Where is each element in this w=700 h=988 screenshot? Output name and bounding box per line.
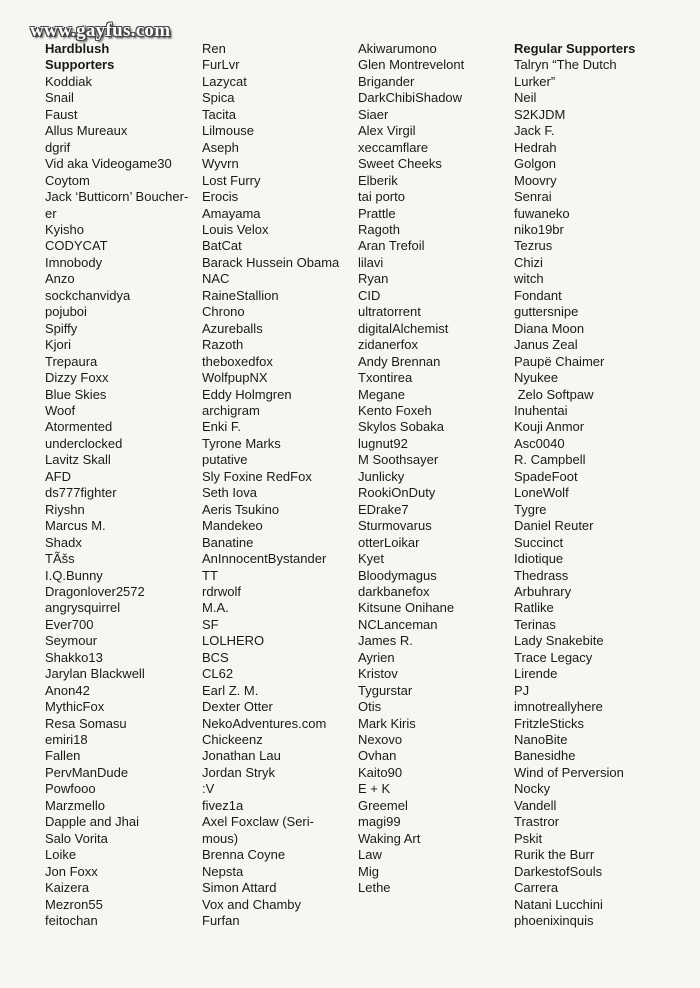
supporter-name: ds777fighter [45,485,117,501]
supporter-name: Earl Z. M. [202,682,259,698]
supporter-name: Nocky [514,781,551,797]
supporter-name: R. Campbell [514,452,586,468]
supporter-name: Trepaura [45,353,98,369]
supporter-name: Kitsune Onihane [358,600,455,616]
supporter-name: Resa Somasu [45,715,127,731]
supporter-name: Janus Zeal [514,337,578,353]
supporter-name: DarkChibiShadow [358,90,463,106]
supporter-name: Glen Montrevelont [358,57,465,73]
supporter-name: Jarylan Blackwell [45,666,145,682]
supporter-name: Riyshn [45,501,85,517]
supporter-name: Lavitz Skall [45,452,111,468]
supporter-name: Eddy Holmgren [202,386,292,402]
supporter-name: Kouji Anmor [514,419,585,435]
supporter-name: Aran Trefoil [358,238,425,254]
supporter-name: Axel Foxclaw (Seri- [202,814,314,830]
supporter-name: Vid aka Videogame30 [45,156,172,172]
supporter-name: Simon Attard [202,880,277,896]
supporter-name: S2KJDM [514,106,566,122]
supporter-name: RaineStallion [202,287,279,303]
supporter-name: SpadeFoot [514,468,578,484]
supporter-name: Golgon [514,156,556,172]
supporter-name: Waking Art [358,830,421,846]
supporter-name: Prattle [358,205,396,221]
supporter-name: sockchanvidya [45,287,131,303]
supporter-name: Barack Hussein Obama [202,254,340,270]
supporter-name: putative [202,452,248,468]
supporter-name: Sturmovarus [358,518,432,534]
supporter-name: TÃšs [45,551,75,567]
supporter-name: M.A. [202,600,229,616]
supporter-name: Greemel [358,797,408,813]
supporter-name: Lilmouse [202,123,255,139]
supporter-name: tai porto [358,189,405,205]
supporter-name: Brenna Coyne [202,847,286,863]
supporter-name: theboxedfox [202,353,273,369]
supporter-name: Trace Legacy [514,649,593,665]
supporter-name: Paupë Chaimer [514,353,605,369]
supporter-name: Woof [45,402,76,418]
supporter-name: emiri18 [45,732,88,748]
supporter-name: Erocis [202,189,239,205]
column-hardblush-supporters [45,41,195,929]
supporter-name: digitalAlchemist [358,320,449,336]
supporter-name: BCS [202,649,229,665]
supporter-name: Alex Virgil [358,123,416,139]
supporter-name: Tygre [514,501,547,517]
supporter-name: DarkestofSouls [514,863,603,879]
supporter-name: Lirende [514,666,558,682]
supporter-name: Loike [45,847,77,863]
supporter-name: Lady Snakebite [514,633,604,649]
supporter-name: Sly Foxine RedFox [202,468,312,484]
supporter-name: Snail [45,90,74,106]
supporter-name: TT [202,567,218,583]
supporter-name: Seth Iova [202,485,257,501]
supporter-name: SF [202,616,219,632]
supporter-name: Kjori [45,337,72,353]
supporter-name: lugnut92 [358,435,408,451]
supporter-name: WolfpupNX [202,370,268,386]
supporter-name: Salo Vorita [45,830,108,846]
supporter-name: Lethe [358,880,391,896]
supporter-name: otterLoikar [358,534,420,550]
supporter-name: Mig [358,863,379,879]
supporter-name: NanoBite [514,732,568,748]
supporter-name: Akiwarumono [358,41,437,56]
supporter-name: Marzmello [45,797,105,813]
supporter-name: Ayrien [358,649,395,665]
supporter-name: Razoth [202,337,244,353]
supporter-name: fuwaneko [514,205,570,221]
supporter-name: Tyrone Marks [202,435,281,451]
supporter-name: Seymour [45,633,98,649]
supporter-name: Andy Brennan [358,353,441,369]
supporter-name: Senrai [514,189,552,205]
supporter-name: CL62 [202,666,234,682]
supporter-name: NCLanceman [358,616,438,632]
column-supporters-2 [202,41,352,929]
supporter-name: Zelo Softpaw [514,386,594,402]
section-heading: Supporters [45,57,115,73]
supporter-name: Anon42 [45,682,90,698]
supporter-name: I.Q.Bunny [45,567,103,583]
supporter-name: James R. [358,633,413,649]
supporter-name: NekoAdventures.com [202,715,327,731]
supporter-name: Kaizera [45,880,90,896]
supporter-name: EDrake7 [358,501,409,517]
supporter-name: Chrono [202,304,245,320]
supporter-name: Coytom [45,172,90,188]
supporter-name: Nyukee [514,370,559,386]
supporter-name: Banatine [202,534,254,550]
supporter-name: Daniel Reuter [514,518,594,534]
supporter-name: LOLHERO [202,633,265,649]
supporter-name: Sweet Cheeks [358,156,442,172]
supporter-name: rdrwolf [202,583,242,599]
supporter-name: Terinas [514,616,556,632]
supporter-name: Kento Foxeh [358,402,432,418]
supporter-name: pojuboi [45,304,87,320]
supporter-name: AnInnocentBystander [202,551,327,567]
section-heading: Hardblush [45,41,110,56]
supporter-name: Jordan Stryk [202,764,275,780]
supporter-name: angrysquirrel [45,600,121,616]
supporter-name: Ryan [358,271,389,287]
supporter-name: Brigander [358,73,415,89]
supporter-name: BatCat [202,238,242,254]
supporter-name: Neil [514,90,537,106]
supporter-name: Wind of Perversion [514,764,624,780]
column-supporters-3 [358,41,508,897]
supporter-name: magi99 [358,814,401,830]
supporter-name: archigram [202,402,260,418]
supporter-name: M Soothsayer [358,452,439,468]
supporter-name: Fondant [514,287,562,303]
supporter-name: Dragonlover2572 [45,583,145,599]
supporter-name: Kyisho [45,221,85,237]
supporter-name: Shadx [45,534,82,550]
supporter-name: Idiotique [514,551,564,567]
supporter-name: Marcus M. [45,518,106,534]
supporter-name: Koddiak [45,73,92,89]
supporter-name: AFD [45,468,71,484]
supporter-name: FritzleSticks [514,715,585,731]
supporter-name: Enki F. [202,419,242,435]
supporter-name: guttersnipe [514,304,579,320]
supporter-name: Rurik the Burr [514,847,595,863]
supporter-name: Kyet [358,551,385,567]
supporter-name: Blue Skies [45,386,107,402]
supporter-name: Carrera [514,880,559,896]
supporter-name: Wyvrn [202,156,239,172]
supporter-name: Inuhentai [514,402,568,418]
supporter-name: Thedrass [514,567,569,583]
supporter-name: Txontirea [358,370,413,386]
supporter-name: Jack F. [514,123,555,139]
supporter-name: FurLvr [202,57,240,73]
supporter-name: Dizzy Foxx [45,370,109,386]
supporter-name: Aseph [202,139,239,155]
supporter-name: NAC [202,271,230,287]
supporter-name: darkbanefox [358,583,430,599]
supporter-name: Ren [202,41,226,56]
supporter-name: Mandekeo [202,518,263,534]
supporter-name: Pskit [514,830,543,846]
supporter-name: Fallen [45,748,81,764]
supporter-name: LoneWolf [514,485,569,501]
supporter-name: Junlicky [358,468,405,484]
supporter-name: :V [202,781,215,797]
supporter-name: Kristov [358,666,398,682]
supporter-name: Elberik [358,172,398,188]
supporter-name: Ratlike [514,600,554,616]
supporter-name: CID [358,287,381,303]
supporter-name: Nepsta [202,863,244,879]
supporter-name: phoenixinquis [514,913,594,929]
supporter-name: Jon Foxx [45,863,98,879]
supporter-name: feitochan [45,913,98,929]
supporter-name: Moovry [514,172,557,188]
supporter-name: Siaer [358,106,389,122]
supporter-name: Lazycat [202,73,247,89]
supporter-name: Allus Mureaux [45,123,128,139]
supporter-name: MythicFox [45,699,105,715]
supporter-name: Arbuhrary [514,583,572,599]
supporter-name: Megane [358,386,405,402]
supporter-name: er [45,205,57,221]
supporter-name: Talryn “The Dutch [514,57,617,73]
supporter-name: Powfooo [45,781,96,797]
supporter-name: Shakko13 [45,649,103,665]
supporter-name: Lurker” [514,73,556,89]
supporter-name: underclocked [45,435,123,451]
supporter-name: Furfan [202,913,240,929]
site-watermark: www.gayfus.com [30,20,171,41]
supporter-name: Anzo [45,271,75,287]
supporter-name: Natani Lucchini [514,896,603,912]
supporter-name: Dapple and Jhai [45,814,139,830]
supporter-name: Ragoth [358,221,400,237]
supporter-name: xeccamflare [358,139,429,155]
supporter-name: Dexter Otter [202,699,273,715]
supporter-name: imnotreallyhere [514,699,603,715]
supporter-name: Law [358,847,382,863]
supporter-name: zidanerfox [358,337,418,353]
supporter-name: Tacita [202,106,236,122]
supporter-name: Atormented [45,419,113,435]
supporter-name: Vox and Chamby [202,896,302,912]
supporter-name: Succinct [514,534,564,550]
supporter-name: fivez1a [202,797,244,813]
supporter-name: Louis Velox [202,221,269,237]
supporter-name: Chizi [514,254,543,270]
supporter-name: Diana Moon [514,320,585,336]
supporter-name: Tezrus [514,238,553,254]
supporter-name: Spica [202,90,235,106]
section-heading: Regular Supporters [514,41,636,56]
supporter-name: Jack ‘Butticorn’ Boucher- [45,189,189,205]
supporter-name: Mezron55 [45,896,103,912]
supporter-name: Kaito90 [358,764,403,780]
supporter-name: Hedrah [514,139,557,155]
supporter-name: ultratorrent [358,304,421,320]
supporter-name: E + K [358,781,391,797]
supporter-name: Trastror [514,814,560,830]
supporter-name: Nexovo [358,732,403,748]
supporter-name: Bloodymagus [358,567,437,583]
supporter-name: Ovhan [358,748,397,764]
supporter-name: Skylos Sobaka [358,419,444,435]
supporter-name: lilavi [358,254,384,270]
supporter-name: Faust [45,106,78,122]
supporter-name: niko19br [514,221,564,237]
supporter-name: Amayama [202,205,261,221]
supporter-name: CODYCAT [45,238,108,254]
supporter-name: Lost Furry [202,172,261,188]
supporter-name: witch [514,271,544,287]
supporter-name: Azureballs [202,320,263,336]
supporter-name: Spiffy [45,320,78,336]
column-regular-supporters [514,41,664,929]
supporter-name: Aeris Tsukino [202,501,280,517]
supporter-name: Vandell [514,797,557,813]
supporter-name: Ever700 [45,616,94,632]
supporter-name: Asc0040 [514,435,565,451]
supporter-name: Banesidhe [514,748,576,764]
supporter-name: dgrif [45,139,71,155]
supporter-name: Imnobody [45,254,103,270]
supporter-name: RookiOnDuty [358,485,436,501]
supporter-name: Otis [358,699,382,715]
supporter-name: mous) [202,830,239,846]
supporter-name: PervManDude [45,764,129,780]
supporter-name: PJ [514,682,530,698]
supporter-name: Jonathan Lau [202,748,281,764]
supporter-name: Tygurstar [358,682,413,698]
supporter-name: Chickeenz [202,732,263,748]
supporter-name: Mark Kiris [358,715,416,731]
